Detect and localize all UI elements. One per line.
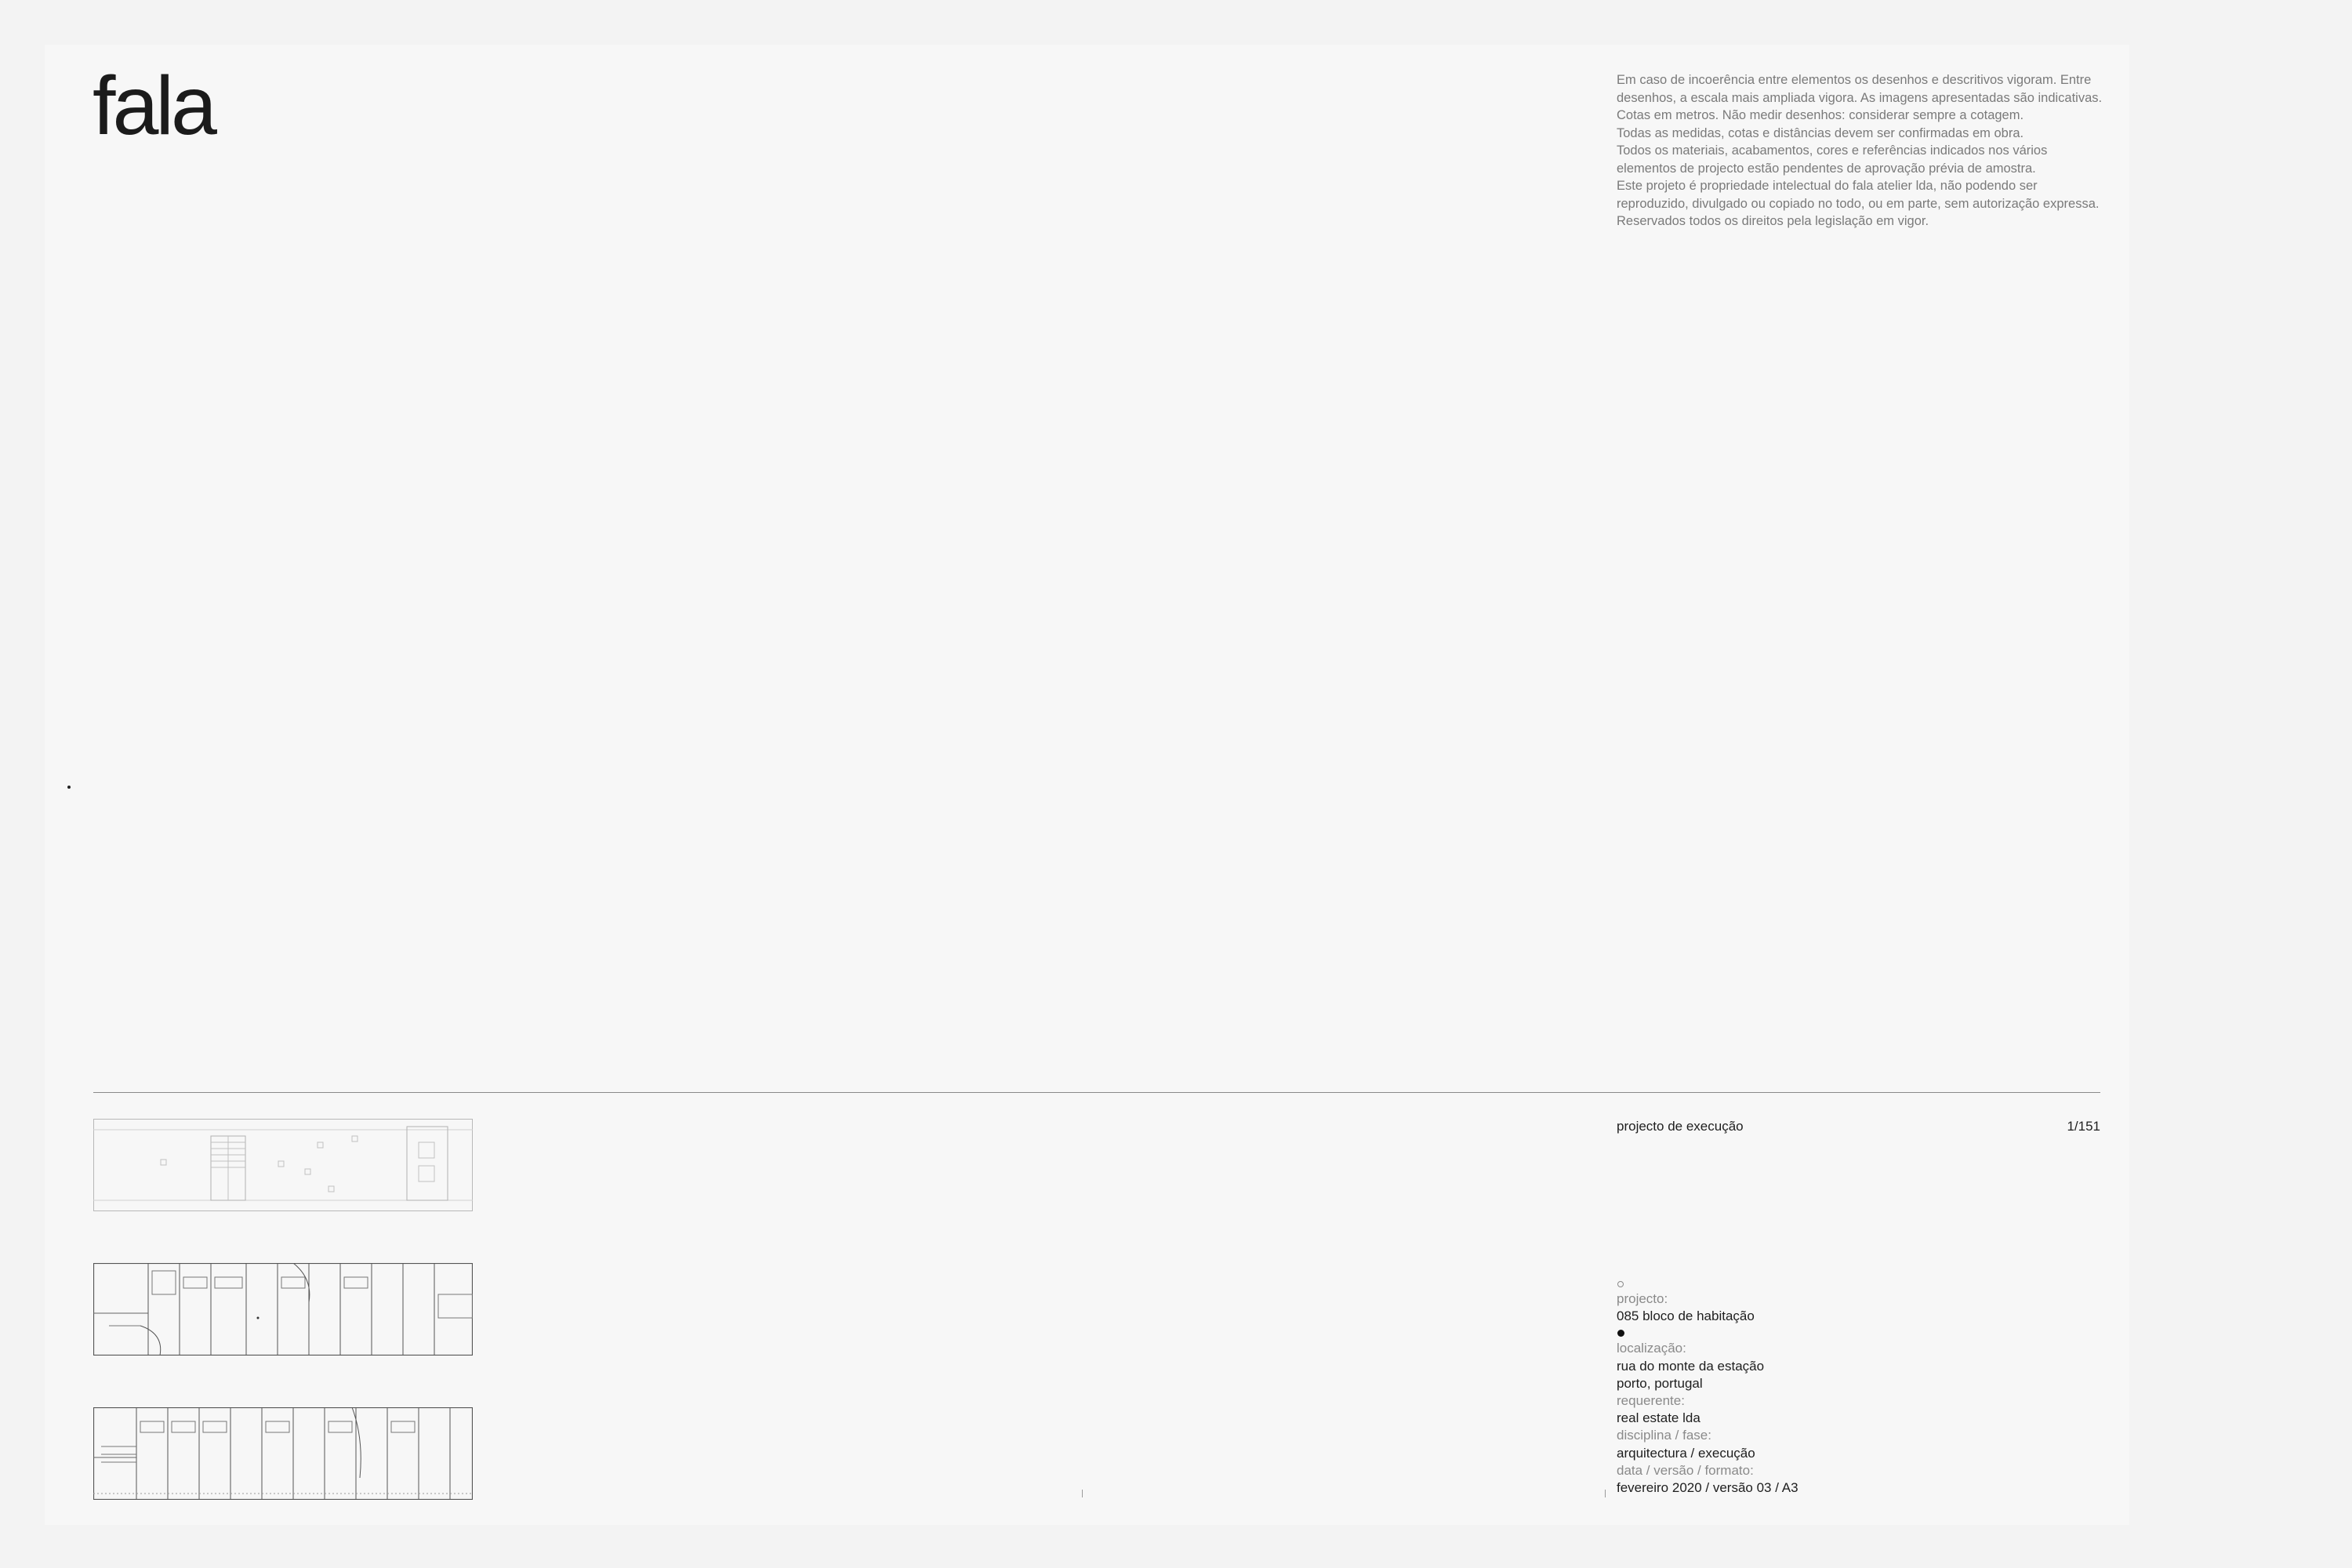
fold-mark-dot — [67, 786, 71, 789]
floor-plan-thumbnail-3[interactable] — [93, 1407, 473, 1500]
floor-plan-drawing — [93, 1407, 473, 1500]
location-line-2: porto, portugal — [1617, 1375, 1703, 1391]
location-line-1: rua do monte da estação — [1617, 1358, 1765, 1374]
drawing-sheet — [45, 45, 2129, 1525]
disclaimer-paragraph: Em caso de incoerência entre elementos os desenhos e descritivos vigoram. Entre desenhos, a escala mais ampliada vigora. As imagens apresentadas são indicativas. Cotas em metros. Não medir desenhos: considerar sempre a cotagem. — [1617, 73, 2103, 122]
hollow-bullet-icon — [1617, 1281, 1624, 1287]
footer-divider — [93, 1092, 2100, 1093]
disclaimer-paragraph: Todas as medidas, cotas e distâncias devem ser confirmadas em obra. — [1617, 125, 2024, 140]
disclaimer-text — [1617, 71, 2111, 230]
floor-plan-thumbnail-2[interactable] — [93, 1263, 473, 1356]
project-label: projecto: — [1617, 1291, 1668, 1306]
location-label: localização: — [1617, 1341, 1686, 1356]
floor-plan-thumbnail-1[interactable] — [93, 1119, 473, 1211]
client-value: real estate lda — [1617, 1410, 1700, 1426]
page-count: 1/151 — [2067, 1119, 2100, 1134]
client-label: requerente: — [1617, 1393, 1685, 1409]
center-tick-mark — [1082, 1490, 1083, 1497]
title-block — [1617, 1278, 2056, 1497]
fala-logo: fala — [93, 60, 214, 152]
disclaimer-paragraph: Todos os materiais, acabamentos, cores e referências indicados nos vários elementos de projecto estão pendentes de aprovação prévia de amostra. — [1617, 143, 2048, 176]
project-value: 085 bloco de habitação — [1617, 1308, 1755, 1324]
disclaimer-paragraph: Este projeto é propriedade intelectual do fala atelier lda, não podendo ser reproduzido, divulgado ou copiado no todo, ou em parte, sem autorização expressa. Reservados todos os direitos pela legislação em vigor. — [1617, 179, 2100, 228]
date-label: data / versão / formato: — [1617, 1462, 1754, 1478]
floor-plan-drawing — [93, 1119, 473, 1211]
discipline-value: arquitectura / execução — [1617, 1445, 1755, 1461]
date-value: fevereiro 2020 / versão 03 / A3 — [1617, 1480, 1798, 1496]
filled-bullet-icon — [1617, 1330, 1624, 1337]
floor-plan-drawing — [93, 1263, 473, 1356]
phase-label: projecto de execução — [1617, 1119, 1744, 1134]
title-block-tick-mark — [1605, 1490, 1606, 1497]
discipline-label: disciplina / fase: — [1617, 1428, 1711, 1443]
